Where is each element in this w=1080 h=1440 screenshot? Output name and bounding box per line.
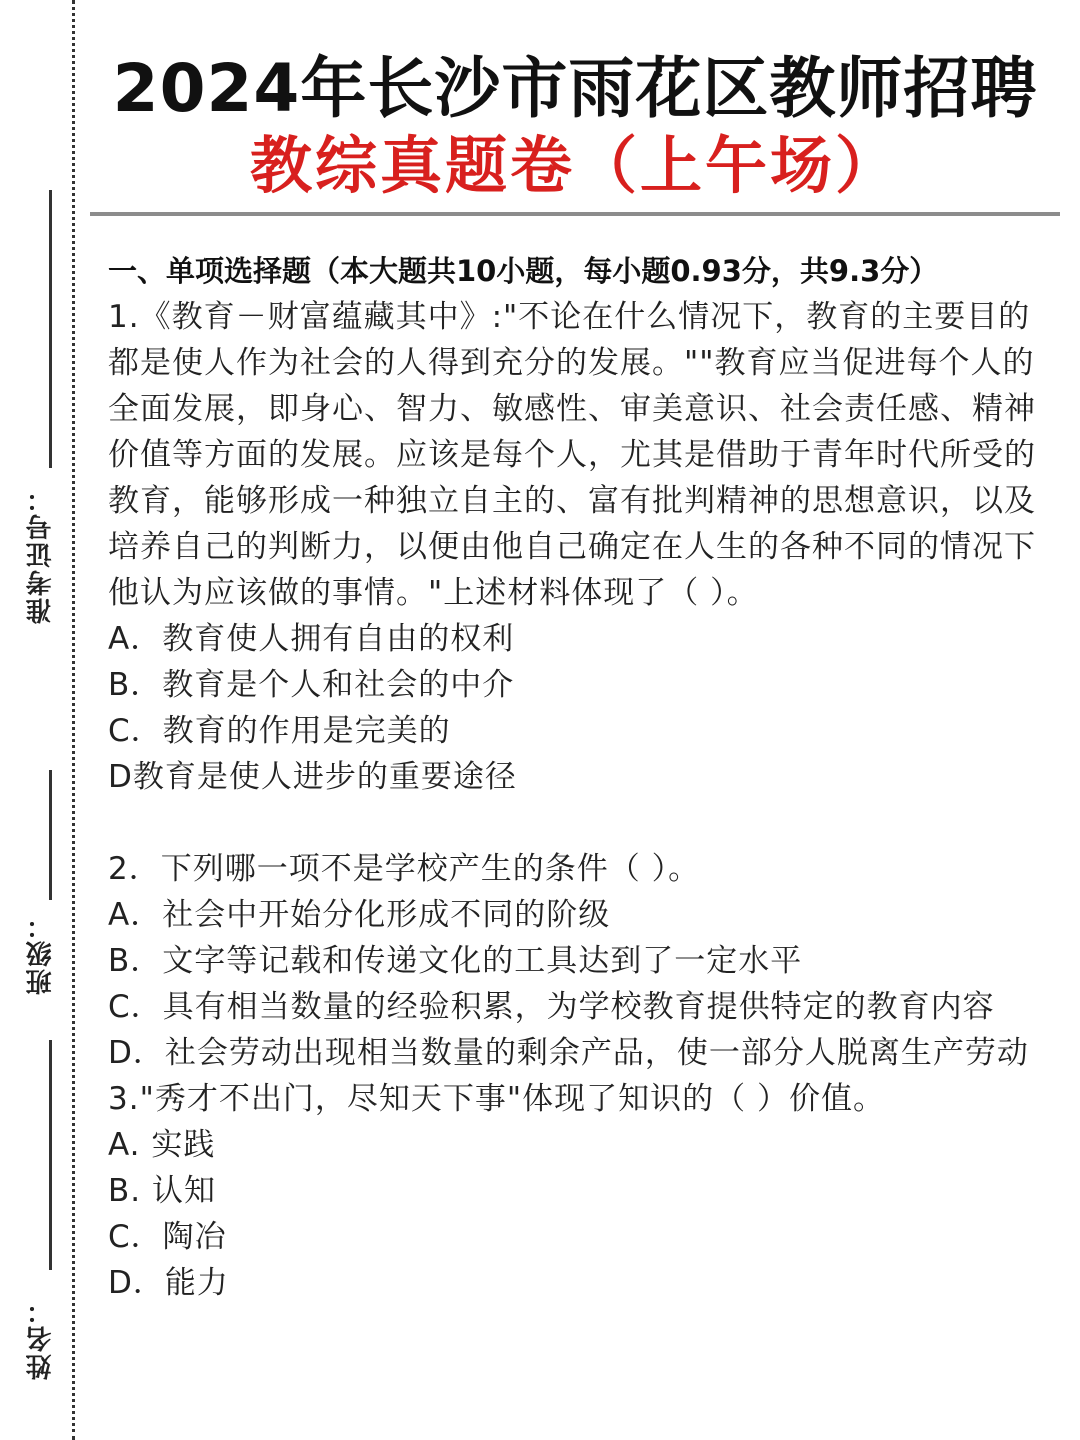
- page-subtitle: 教综真题卷（上午场）: [249, 129, 900, 202]
- exam-id-field: [8, 190, 68, 630]
- exam-id-label: 准考证号：: [26, 484, 56, 624]
- question-3: [108, 1076, 1058, 1306]
- title-divider: [90, 212, 1060, 216]
- binding-dotted-line: [72, 0, 75, 1440]
- question-2-stem: 2．下列哪一项不是学校产生的条件（ ）。: [108, 851, 701, 887]
- question-content: [108, 248, 1058, 1306]
- page-title: 2024年长沙市雨花区教师招聘: [112, 50, 1038, 127]
- question-3-option-c: C．陶冶: [108, 1219, 227, 1255]
- class-label: 班级：: [26, 911, 56, 995]
- question-1-option-c: C．教育的作用是完美的: [108, 713, 451, 749]
- question-3-stem: 3."秀才不出门，尽知天下事"体现了知识的（ ）价值。: [108, 1081, 885, 1117]
- name-field: [8, 1040, 68, 1390]
- section-heading: 一、单项选择题（本大题共10小题，每小题0.93分，共9.3分）: [108, 254, 939, 288]
- question-3-option-d: D．能力: [108, 1265, 229, 1301]
- name-fill-line[interactable]: [49, 1040, 52, 1270]
- question-1-option-d: D教育是使人进步的重要途径: [108, 759, 517, 795]
- question-2-option-d: D．社会劳动出现相当数量的剩余产品，使一部分人脱离生产劳动: [108, 1035, 1029, 1071]
- question-3-option-b: B. 认知: [108, 1173, 216, 1209]
- question-1: [108, 294, 1058, 800]
- question-1-option-b: B．教育是个人和社会的中介: [108, 667, 515, 703]
- question-2-option-b: B．文字等记载和传递文化的工具达到了一定水平: [108, 943, 803, 979]
- question-1-stem: 1.《教育－财富蕴藏其中》:"不论在什么情况下，教育的主要目的都是使人作为社会的人得到充分的发展。""教育应当促进每个人的全面发展，即身心、智力、敏感性、审美意识、社会责任感、精神价值等方面的发展。应该是每个人，尤其是借助于青年时代所受的教育，能够形成一种独立自主的、富有批判精神的思想意识，以及培养自己的判断力，以便由他自己确定在人生的各种不同的情况下他认为应该做的事情。"上述材料体现了（ ）。: [108, 299, 1036, 611]
- question-2-option-c: C．具有相当数量的经验积累，为学校教育提供特定的教育内容: [108, 989, 995, 1025]
- exam-id-fill-line[interactable]: [49, 190, 52, 468]
- question-1-option-a: A．教育使人拥有自由的权利: [108, 621, 515, 657]
- question-spacer: [108, 800, 1058, 846]
- name-label: 姓名：: [26, 1296, 56, 1380]
- class-fill-line[interactable]: [49, 770, 52, 900]
- class-field: [8, 770, 68, 1000]
- question-2: [108, 846, 1058, 1076]
- question-3-option-a: A. 实践: [108, 1127, 216, 1163]
- question-2-option-a: A．社会中开始分化形成不同的阶级: [108, 897, 611, 933]
